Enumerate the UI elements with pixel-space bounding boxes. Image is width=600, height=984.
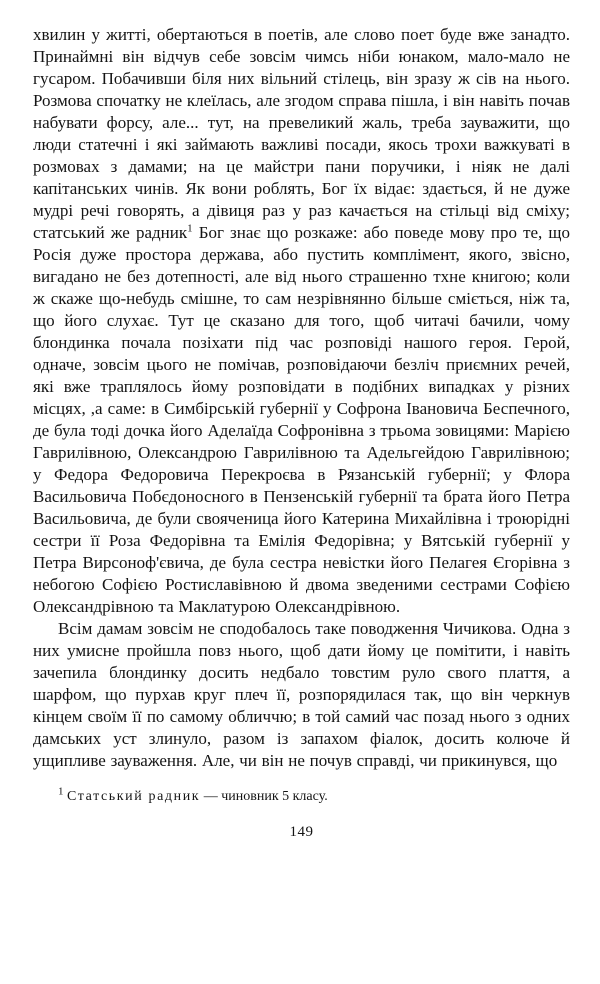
page-body-text	[33, 24, 570, 772]
footnote-term: Статський радник	[67, 789, 201, 804]
paragraph: Всім дамам зовсім не сподобалось таке поводження Чичикова. Одна з них умисне пройшла повз нього, щоб дати йому це помітити, і навіть зачепила блондинку досить недбало товстим руло свого плаття, а шарфом, що пурхав круг плеч її, розпорядилася так, що він черкнув кінцем своїм її по самому обличчю; в той самий час позад нього з одних дамських уст злинуло, разом із запахом фіалок, досить колюче й ущипливе зауваження. Але, чи він не почув справді, чи прикинувся, що	[33, 619, 570, 770]
footnote	[33, 785, 570, 806]
paragraph-text: Бог знає що розкаже: або поведе мову про те, що Росія дуже простора держава, або пустить комплімент, якого, звісно, вигадано не без дотепності, але від нього страшенно тхне книгою; коли ж скаже що-небудь смішне, то сам незрівнянно більше сміється, ніж та, що його слухає. Тут це сказано для того, щоб читачі бачили, чому блондинка почала позіхати під час розповіді нашого героя. Герой, одначе, зовсім цього не помічав, розповідаючи безліч приємних речей, які вже траплялось йому розповідати в подібних випадках у різних місцях, ,а саме: в Симбірській губернії у Софрона Івановича Беспечного, де була тоді дочка його Аделаїда Софронівна з трьома зовицями: Марією Гаврилівною, Олександрою Гаврилівною та Адельгейдою Гаврилівною; у Федора Федоровича Перекроєва в Рязанській губернії; у Флора Васильовича Побєдоносного в Пензенській губернії та брата його Петра Васильовича, де були свояченица його Катерина Михайлівна і троюрідні сестри її Роза Федорівна та Емілія Федорівна; у Вятській губернії у Петра Вирсоноф'євича, де була сестра невістки його Пелагея Єгорівна з небогою Софією Ростиславівною й двома зведеними сестрами Софією Олександрівною та Маклатурою Олександрівною.	[33, 223, 570, 616]
footnote-marker: 1	[58, 785, 64, 798]
footnote-reference: 1	[187, 222, 193, 235]
footnote-text: — чиновник 5 класу.	[200, 789, 328, 804]
paragraph-text: хвилин у житті, обертаються в поетів, але слово поет буде вже занадто. Принаймні він відчув себе зовсім чимсь ніби юнаком, мало-мало не гусаром. Побачивши біля них вільний стілець, він зразу ж сів на нього. Розмова спочатку не клеїлась, але згодом справа пішла, і він навіть почав набувати форсу, але... тут, на превеликий жаль, треба зауважити, що люди статечні і які займають важливі посади, якось трохи важкуваті в розмовах з дамами; на це майстри пани поручики, і ніяк не далі капітанських чинів. Як вони роблять, Бог їх відає: здається, й не дуже мудрі речі говорять, а дівиця раз у раз качається на стільці від сміху; статський же радник	[33, 25, 570, 242]
page-number: 149	[289, 824, 314, 840]
paragraph-continuation	[33, 24, 570, 618]
